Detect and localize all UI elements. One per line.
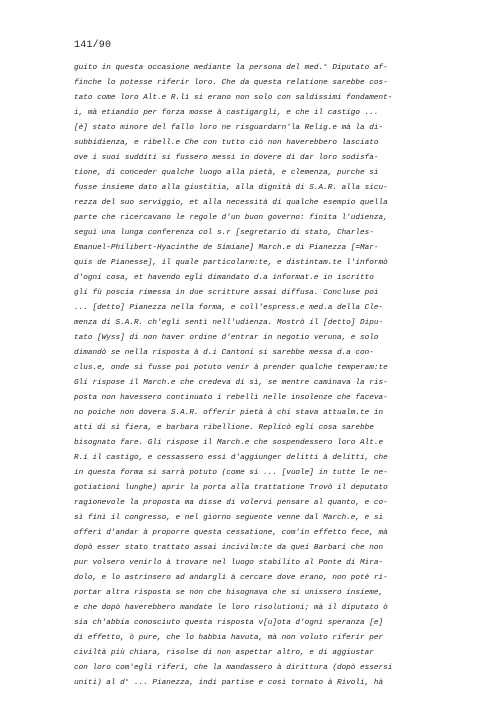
- text-line: tione, di conceder qualche luogo alla pietà, e clemenza, purche si: [74, 169, 379, 177]
- text-line: seguì una lunga conferenza col s.r [segretario di stato, Charles-: [74, 229, 374, 237]
- text-line: tato [Wyss] di non haver ordine d'entrar in negotio veruna, e solo: [74, 334, 379, 342]
- folio-number: 141/90: [74, 40, 112, 51]
- text-line: tato come loro Alt.e R.li si erano non solo con saldissimi fondament-: [74, 94, 393, 102]
- text-line: finche lo potesse riferir loro. Che da questa relatione sarebbe cos-: [74, 79, 388, 87]
- text-line: parte che ricercavano le regole d'un buon governo: finita l'udienza,: [74, 214, 388, 222]
- text-line: quis de Pianesse], il quale particolarm:te, e distintam.te l'informò: [74, 259, 388, 267]
- text-line: dimandò se nella risposta à d.i Cantoni si sarebbe messa d.a con-: [74, 349, 374, 357]
- text-line: ragionevole la proposta ma disse di volervi pensare al quanto, e co-: [74, 499, 388, 507]
- text-line: bisognato fare. Gli rispose il March.e che sospendessero loro Alt.e: [74, 439, 384, 447]
- text-line: [è] stato minore del fallo loro ne risguardarn'la Relig.e mà la di-: [74, 124, 384, 132]
- text-line: con loro com'egli riferì, che la mandassero à dirittura (dopò essersi: [74, 664, 393, 672]
- text-line: sia ch'abbia conosciuto questa risposta v[u]ota d'ogni speranza [e]: [74, 619, 384, 627]
- text-line: no poiche non dovera S.A.R. offerir pietà à chi stava attualm.te in: [74, 409, 384, 417]
- text-line: d'ogni cosa, et havendo egli dimandato d.a informat.e in iscritto: [74, 274, 374, 282]
- text-line: guito in questa occasione mediante la persona del med.° Diputato af-: [74, 64, 388, 72]
- text-line: fusse insieme dato alla giustitia, alla dignità di S.A.R. alla sicu-: [74, 184, 388, 192]
- text-line: pur volsero venirlo à trovare nel luogo stabilito al Ponte di Mira-: [74, 559, 384, 567]
- text-line: subbidienza, e ribell.e Che con tutto ciò non haverebbero lasciato: [74, 139, 379, 147]
- text-line: atti di sì fiera, e barbara ribellione. Replicò egli cosa sarebbe: [74, 424, 374, 432]
- text-line: ... [detto] Pianezza nella forma, e coll'espress.e med.a della Cle-: [74, 304, 384, 312]
- text-line: clus.e, onde si fusse poi potuto venir à prender qualche temperam:te: [74, 364, 388, 372]
- text-line: dopò esser stato trattato assai incivilm:te da quei Barbari che non: [74, 544, 384, 552]
- text-line: gotiationi lunghe) aprir la porta alla trattatione Trovò il deputato: [74, 484, 388, 492]
- text-line: e che dopò haverebbero mandate le loro risolutioni; mà il diputato ò: [74, 604, 388, 612]
- text-line: i, mà etiandio per forza mosse à castigargli, e che il castigo ...: [74, 109, 379, 117]
- body-text: [74, 61, 482, 691]
- text-line: civiltà più chiara, risolse di non aspettar altro, e di aggiustar: [74, 649, 374, 657]
- text-line: rezza del suo serviggio, et alla necessità di qualche esempio quella: [74, 199, 388, 207]
- text-line: portar altra risposta se non che bisognava che si unissero insieme,: [74, 589, 384, 597]
- text-line: R.i il castigo, e cessassero essi d'aggiunger delitti à delitti, che: [74, 454, 388, 462]
- text-line: offerì d'andar à proporre questa cessatione, com'in effetto fece, mà: [74, 529, 388, 537]
- text-line: sì finì il congresso, e nel giorno seguente venne dal March.e, e si: [74, 514, 384, 522]
- text-line: gli fù poscia rimessa in due scritture assai diffusa. Concluse poi: [74, 289, 379, 297]
- text-line: in questa forma si sarrà potuto (come si ... [vuole] in tutte le ne-: [74, 469, 388, 477]
- text-line: Emanuel-Philibert-Hyacinthe de Simiane] March.e di Pianezza [=Mar-: [74, 244, 379, 252]
- text-line: uniti) al d° ... Pianezza, indi partise e così tornato à Rivoli, hà: [74, 679, 384, 687]
- text-line: di effetto, ò pure, che lo habbia havuta, mà non voluto riferir per: [74, 634, 384, 642]
- text-line: menza di S.A.R. ch'egli sentì nell'udienza. Mostrò il [detto] Dipu-: [74, 319, 384, 327]
- text-line: dolo, e lo astrinsero ad andargli à cercare dove erano, non potè ri-: [74, 574, 388, 582]
- text-line: ove i suoi sudditi si fussero messi in dovere di dar loro sodisfa-: [74, 154, 379, 162]
- text-line: Gli rispose il March.e che credeva di sì, se mentre caminava la ris-: [74, 379, 388, 387]
- text-line: posta non havessero continuato i rebelli nelle insolenze che faceva-: [74, 394, 388, 402]
